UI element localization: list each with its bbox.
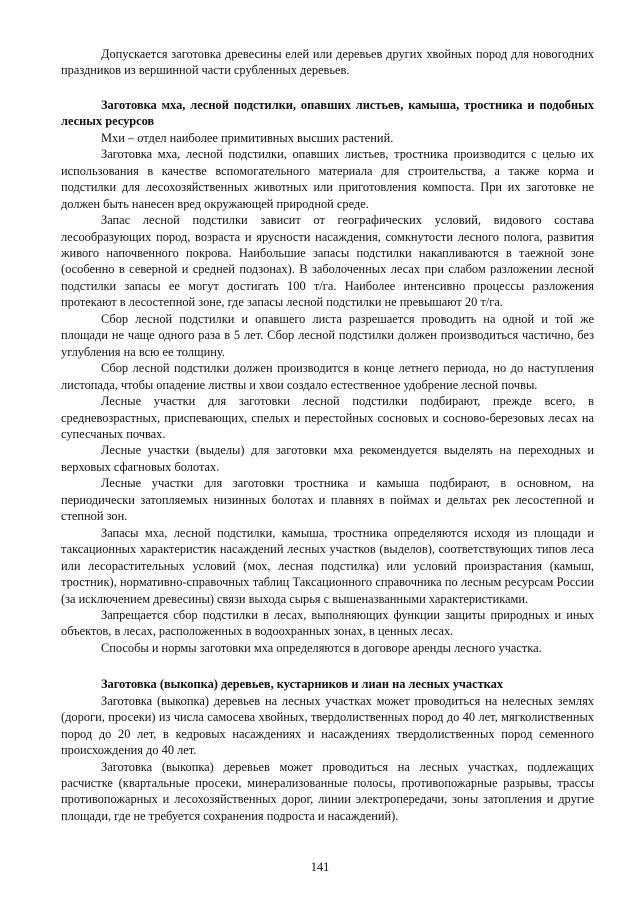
paragraph: Лесные участки (выделы) для заготовки мха рекомендуется выделять на переходных и верховых сфагновых болотах. — [61, 443, 594, 474]
section-heading-moss: Заготовка мха, лесной подстилки, опавших листьев, камыша, тростника и подобных лесных ресурсов — [61, 97, 594, 129]
paragraph: Заготовка мха, лесной подстилки, опавших листьев, тростника производится с целью их использования в качестве вспомогательного материала для строительства, а также корма и подстилки для лесохозяйственных животных или приготовления компоста. При их заготовке не должен быть нанесен вред окружающей природной среде. — [61, 147, 594, 211]
paragraph: Способы и нормы заготовки мха определяются в договоре аренды лесного участка. — [101, 640, 542, 655]
section-heading-trees: Заготовка (выкопка) деревьев, кустарников и лиан на лесных участках — [101, 677, 504, 692]
paragraph: Запасы мха, лесной подстилки, камыша, тростника определяются исходя из площади и таксационных характеристик насаждений лесных участков (выделов), соответствующих типов леса или лесорастительных условий (мох, лесная подстилка) или условий произрастания (камыш, тростник), нормативно-справочных таблиц Таксационного справочника по лесным ресурсам России (за исключением древесины) связи выхода сырья с вышеназванными характеристиками. — [61, 525, 594, 606]
paragraph: Заготовка (выкопка) деревьев на лесных участках может проводиться на нелесных землях (дороги, просеки) из числа самосева хвойных, твердолиственных пород до 40 лет, мягколиственных пород до 20 лет, в кедровых насаждениях и насаждениях твердолиственных пород семенного происхождения до 40 лет. — [61, 693, 594, 758]
paragraph: Лесные участки для заготовки лесной подстилки подбирают, прежде всего, в средневозрастных, приспевающих, спелых и перестойных сосновых и сосново-березовых лесах на супесчаных почвах. — [61, 394, 594, 441]
page-number: 141 — [310, 860, 330, 874]
intro-paragraph: Допускается заготовка древесины елей или деревьев других хвойных пород для новогодних праздников из вершинной части срубленных деревьев. — [61, 47, 594, 78]
paragraph: Мхи – отдел наиболее примитивных высших растений. — [101, 130, 394, 145]
paragraph: Сбор лесной подстилки и опавшего листа разрешается проводить на одной и той же площади не чаще одного раза в 5 лет. Сбор лесной подстилки должен производиться частично, без углубления на всю ее толщину. — [61, 311, 594, 359]
paragraph: Заготовка (выкопка) деревьев может проводиться на лесных участках, подлежащих расчистке (квартальные просеки, минерализованные полосы, противопожарные разрывы, трассы противопожарных и лесохозяйственных дорог, линии электропередачи, зоны затопления и другие площади, где не требуется сохранения подроста и насаждений). — [61, 759, 594, 823]
paragraph: Сбор лесной подстилки должен производится в конце летнего периода, но до наступления листопада, чтобы опадение листвы и хвои создало естественное удобрение лесной почвы. — [61, 361, 594, 392]
paragraph: Запрещается сбор подстилки в лесах, выполняющих функции защиты природных и иных объектов, в лесах, расположенных в водоохранных зонах, в ценных лесах. — [61, 607, 594, 639]
paragraph: Лесные участки для заготовки тростника и камыша подбирают, в основном, на периодически затопляемых низинных болотах и плавнях в поймах и дельтах рек лесостепной и степной зон. — [61, 476, 594, 524]
document-page — [61, 46, 594, 824]
paragraph: Запас лесной подстилки зависит от географических условий, видового состава лесообразующих пород, возраста и ярусности насаждения, сомкнутости лесного полога, развития живого напочвенного покрова. Наибольшие запасы подстилки накапливаются в таежной зоне (особенно в северной и средней подзонах). В заболоченных лесах при слабом разложении лесной подстилки запасы ее могут достигать 100 т/га. Наиболее интенсивно процессы разложения протекают в лесостепной зоне, где запасы лесной подстилки не превышают 20 т/га. — [61, 213, 594, 310]
